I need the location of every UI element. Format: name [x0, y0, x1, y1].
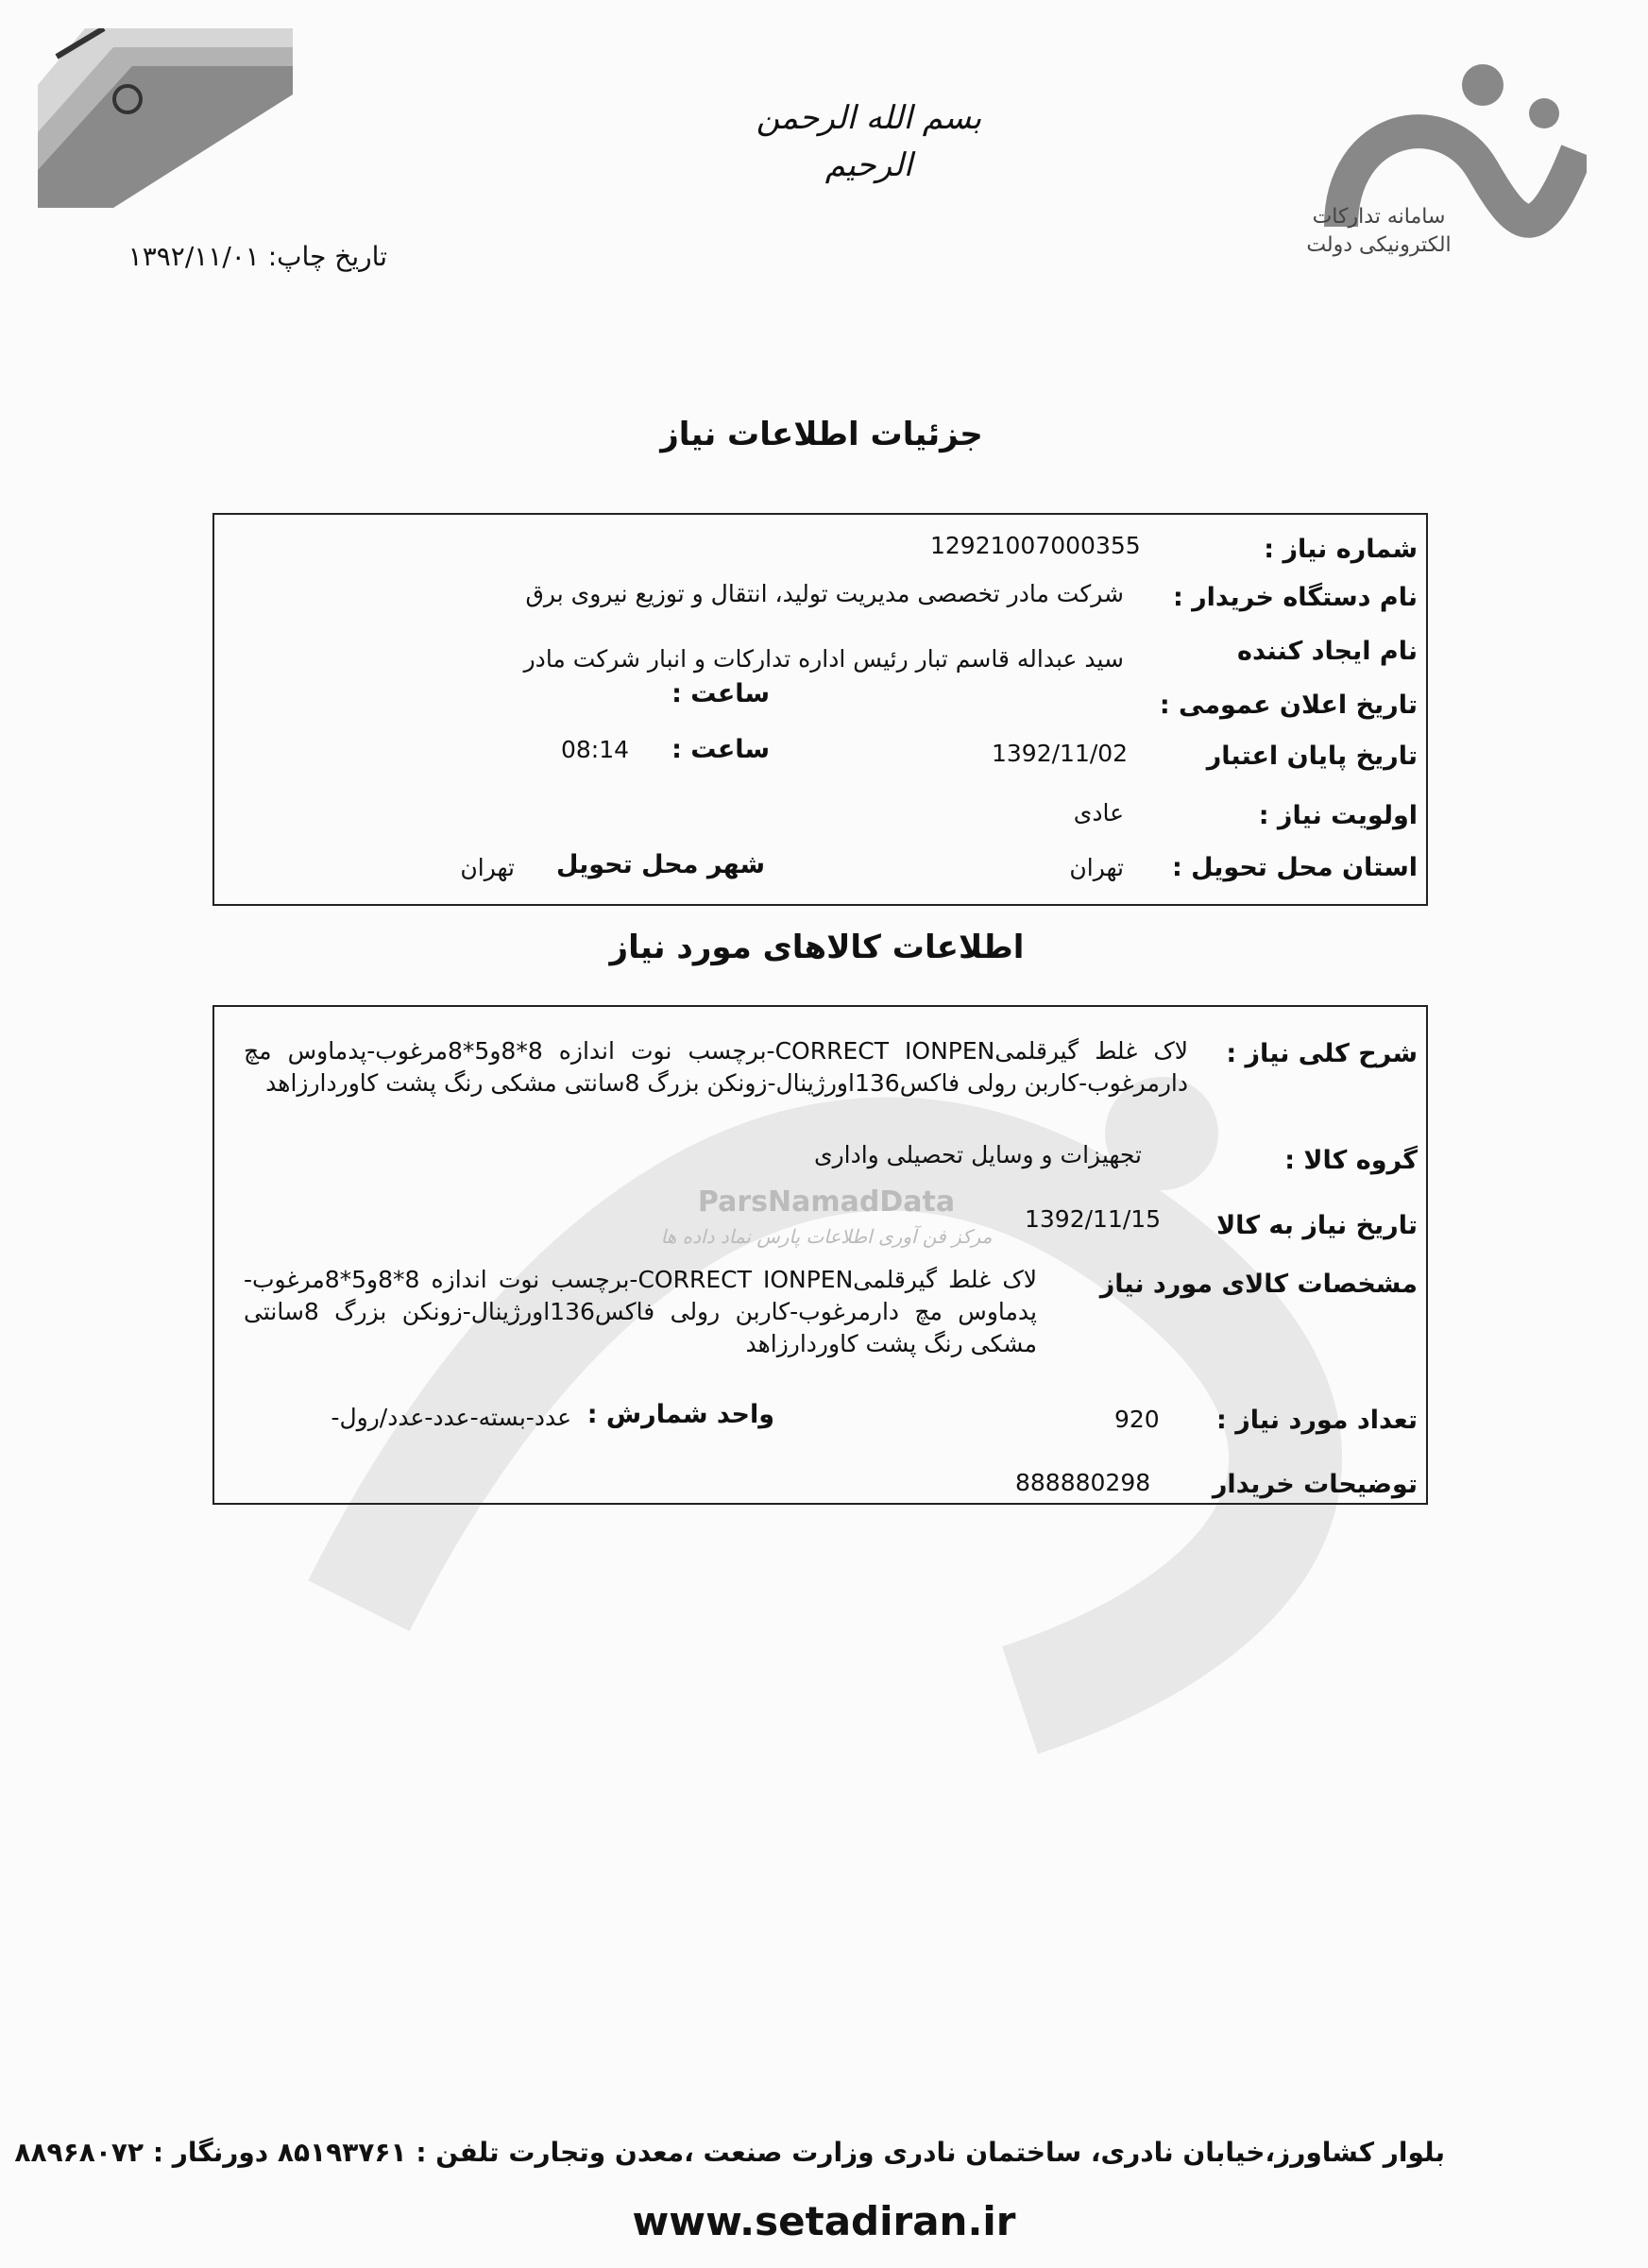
- quantity-label: تعداد مورد نیاز :: [1216, 1406, 1418, 1435]
- buyer-notes-value: 888880298: [1015, 1469, 1151, 1496]
- validity-date-label: تاریخ پایان اعتبار: [1206, 742, 1418, 771]
- need-date: 1392/11/15: [1025, 1205, 1162, 1233]
- buyer-notes-label: توضیحات خریدار: [1212, 1470, 1418, 1499]
- footer-address: بلوار کشاورز،خیابان نادری، ساختمان نادری وزارت صنعت ،معدن وتجارت تلفن : ۸۵۱۹۳۷۶۱ دورنگار : ۸۸۹۶۸۰۷۲: [14, 2137, 1445, 2168]
- validity-time: 08:14: [561, 736, 630, 763]
- creator-value: سید عبداله قاسم تبار رئیس اداره تدارکات و انبار شرکت مادر: [523, 645, 1124, 673]
- goods-title: اطلاعات کالاهای مورد نیاز: [609, 929, 1025, 966]
- buyer-value: شرکت مادر تخصصی مدیریت تولید، انتقال و توزیع نیروی برق: [525, 580, 1124, 607]
- print-date: تاریخ چاپ: ۱۳۹۲/۱۱/۰۱: [127, 241, 387, 272]
- need-number: 12921007000355: [930, 532, 1141, 559]
- need-number-label: شماره نیاز :: [1264, 535, 1418, 564]
- city-label: شهر محل تحویل: [555, 850, 765, 879]
- footer-website: www.setadiran.ir: [632, 2198, 1016, 2244]
- city-value: تهران: [460, 854, 515, 881]
- province-label: استان محل تحویل :: [1171, 853, 1418, 882]
- unit-value: عدد-بسته-عدد-عدد/رول-: [331, 1404, 571, 1431]
- province-value: تهران: [1069, 854, 1124, 881]
- need-date-label: تاریخ نیاز به کالا: [1216, 1211, 1418, 1240]
- specs-value: لاک غلط گیرقلمیCORRECT IONPEN-برچسب نوت اندازه 8*8و5*8مرغوب-پدماوس مچ دارمرغوب-کاربن رولی فاکس136اورژینال-زونکن بزرگ 8سانتی مشکی رنگ پشت کاوردارزاهد: [244, 1266, 1037, 1357]
- announce-time-label: ساعت :: [671, 679, 770, 708]
- description-value: لاک غلط گیرقلمیCORRECT IONPEN-برچسب نوت اندازه 8*8و5*8مرغوب-پدماوس مچ دارمرغوب-کاربن رولی فاکس136اورژینال-زونکن بزرگ 8سانتی مشکی رنگ پشت کاوردارزاهد: [244, 1037, 1188, 1097]
- validity-time-label: ساعت :: [671, 735, 770, 764]
- buyer-label: نام دستگاه خریدار :: [1172, 583, 1418, 612]
- quantity-value: 920: [1114, 1406, 1160, 1433]
- description-label: شرح کلی نیاز :: [1226, 1039, 1418, 1068]
- watermark-text: ParsNamadData: [697, 1185, 956, 1219]
- iran-emblem-flag: [38, 28, 293, 208]
- setad-logo-icon: [1303, 38, 1587, 340]
- watermark-subtext: مرکز فن آوری اطلاعات پارس نماد داده ها: [660, 1225, 993, 1248]
- priority-label: اولویت نیاز :: [1258, 801, 1418, 830]
- basmala: بسم الله الرحمن الرحیم: [756, 99, 982, 184]
- need-details-title: جزئیات اطلاعات نیاز: [660, 416, 983, 453]
- creator-label: نام ایجاد کننده: [1237, 637, 1418, 666]
- priority-value: عادی: [1073, 799, 1124, 827]
- unit-label: واحد شمارش :: [586, 1400, 774, 1429]
- setad-logo: [1303, 38, 1587, 340]
- logo-text: سامانه تدارکات الکترونیکی دولت: [1306, 205, 1452, 257]
- group-label: گروه کالا :: [1284, 1146, 1418, 1175]
- validity-date: 1392/11/02: [992, 740, 1129, 767]
- announce-date-label: تاریخ اعلان عمومی :: [1159, 691, 1418, 720]
- group-value: تجهیزات و وسایل تحصیلی واداری: [814, 1141, 1142, 1168]
- specs-label: مشخصات کالای مورد نیاز: [1099, 1270, 1418, 1299]
